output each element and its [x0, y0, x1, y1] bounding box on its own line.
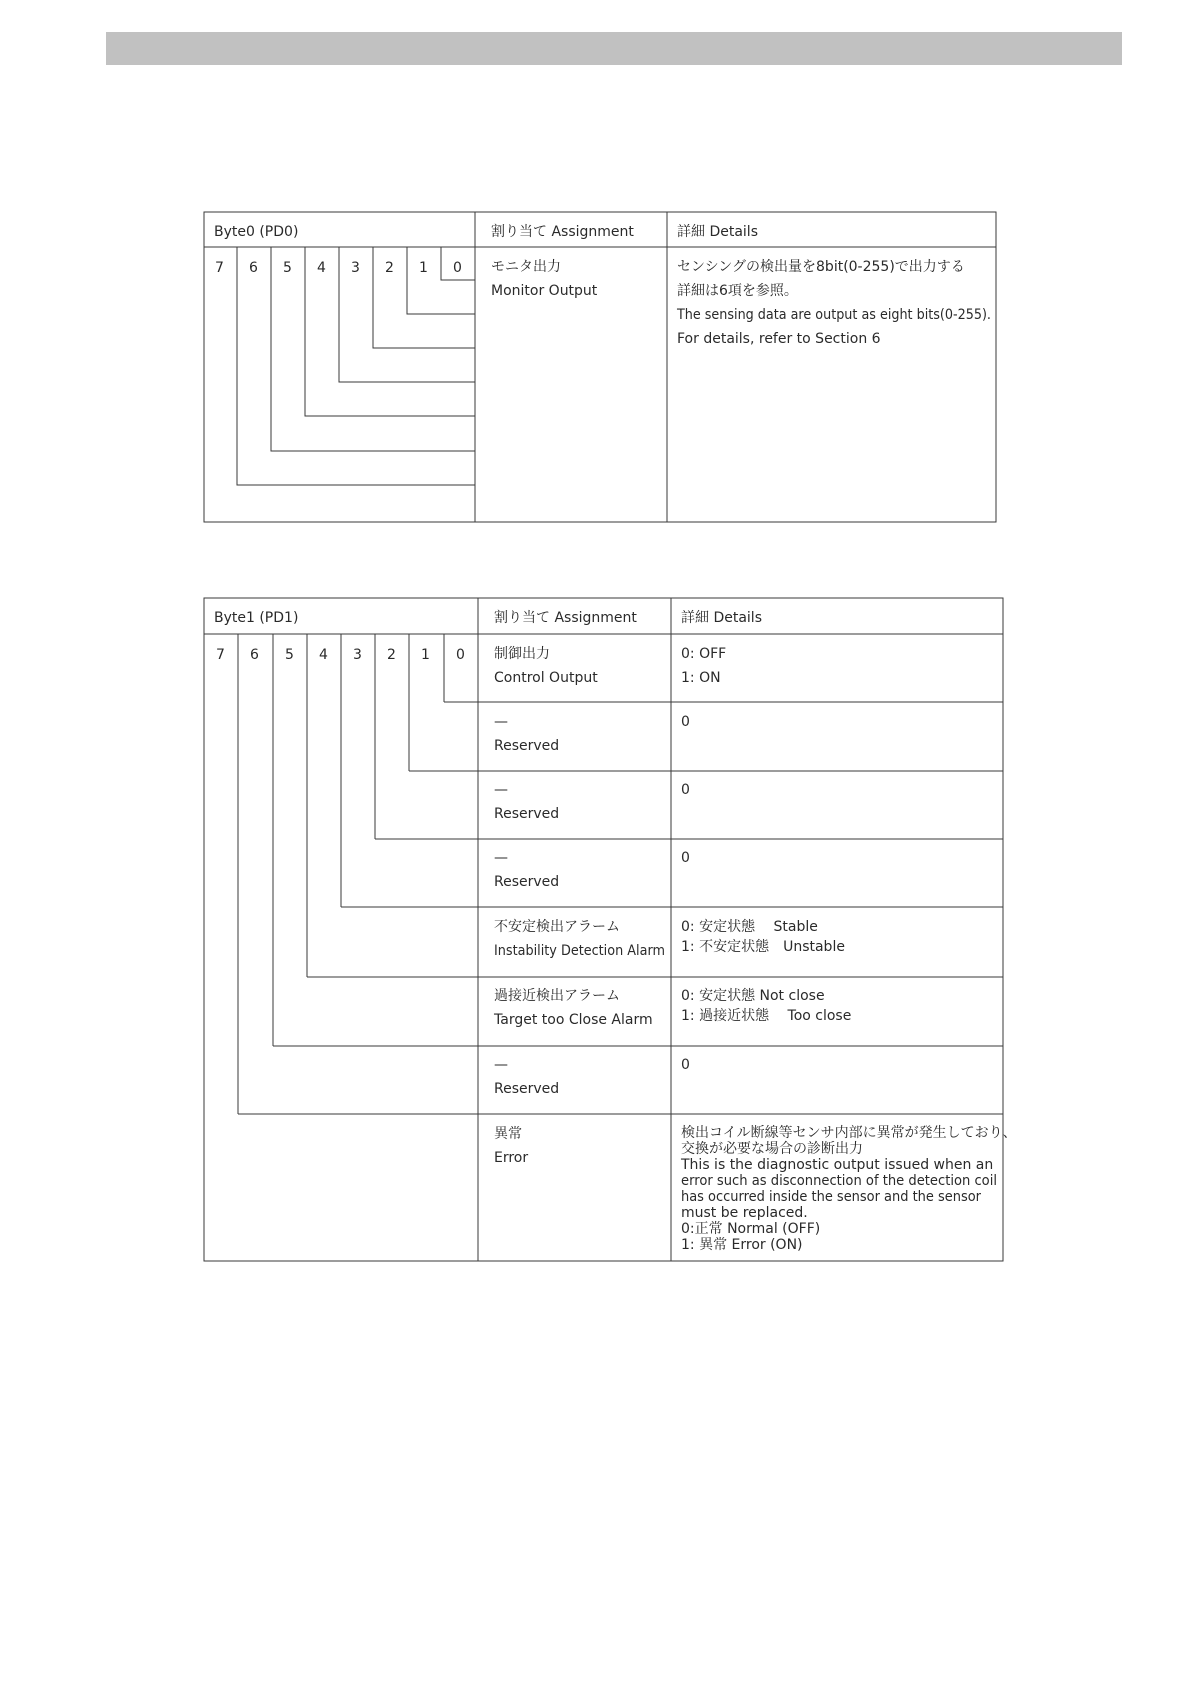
byte0-details-header: 詳細 Details — [677, 224, 758, 240]
byte0-bit-7: 7 — [215, 260, 224, 276]
byte1-label: Byte1 (PD1) — [214, 610, 299, 626]
row-bit4-details-1: 0: 安定状態 Stable — [681, 919, 818, 935]
byte0-details-line-2: 詳細は6項を参照。 — [677, 283, 798, 299]
byte0-assignment-jp: モニタ出力 — [491, 259, 561, 275]
byte1-bit-6: 6 — [250, 647, 259, 663]
row-bit3-assign-jp: — — [494, 850, 508, 866]
byte0-assignment-header: 割り当て Assignment — [491, 224, 634, 240]
byte0-label: Byte0 (PD0) — [214, 224, 299, 240]
byte1-bit-4: 4 — [319, 647, 328, 663]
row-bit7-details-4: error such as disconnection of the detection coil — [681, 1173, 997, 1189]
row-bit7-details-1: 検出コイル断線等センサ内部に異常が発生しており、 — [681, 1125, 1017, 1141]
row-bit5-details-1: 0: 安定状態 Not close — [681, 988, 825, 1004]
byte1-bit-7: 7 — [216, 647, 225, 663]
row-bit2-assign-jp: — — [494, 782, 508, 798]
byte0-bit-3: 3 — [351, 260, 360, 276]
row-bit1-assign-jp: — — [494, 714, 508, 730]
row-bit2-assign-en: Reserved — [494, 806, 560, 822]
row-bit2-details-1: 0 — [681, 782, 690, 798]
byte0-bit-6: 6 — [249, 260, 258, 276]
row-bit1-details-1: 0 — [681, 714, 690, 730]
byte0-details-line-1: センシングの検出量を8bit(0-255)で出力する — [677, 259, 965, 275]
row-bit6-assign-en: Reserved — [494, 1081, 560, 1097]
row-bit4-assign-en: Instability Detection Alarm — [494, 943, 665, 959]
row-bit3-assign-en: Reserved — [494, 874, 560, 890]
byte0-details-line-3: The sensing data are output as eight bits(0-255). — [676, 307, 991, 323]
row-bit5-details-2: 1: 過接近状態 Too close — [681, 1008, 852, 1024]
row-bit7-details-3: This is the diagnostic output issued when an — [681, 1157, 994, 1173]
row-bit0-details-1: 0: OFF — [681, 646, 727, 662]
byte0-bit-2: 2 — [385, 260, 394, 276]
row-bit4-details-2: 1: 不安定状態 Unstable — [681, 939, 845, 955]
byte1-bit-1: 1 — [421, 647, 430, 663]
byte1-bit-3: 3 — [353, 647, 362, 663]
row-bit7-assign-en: Error — [494, 1150, 529, 1166]
byte0-assignment-en: Monitor Output — [491, 283, 598, 299]
row-bit5-assign-en: Target too Close Alarm — [494, 1012, 653, 1028]
byte1-details-header: 詳細 Details — [681, 610, 762, 626]
byte0-bit-1: 1 — [419, 260, 428, 276]
row-bit3-details-1: 0 — [681, 850, 690, 866]
byte1-bit-0: 0 — [456, 647, 465, 663]
row-bit0-assign-jp: 制御出力 — [494, 646, 550, 662]
row-bit7-details-6: must be replaced. — [681, 1205, 808, 1221]
byte0-bit-4: 4 — [317, 260, 326, 276]
row-bit7-details-7: 0:正常 Normal (OFF) — [681, 1221, 821, 1237]
row-bit7-details-8: 1: 異常 Error (ON) — [681, 1237, 803, 1253]
byte0-bit-0: 0 — [453, 260, 462, 276]
row-bit0-details-2: 1: ON — [681, 670, 721, 686]
row-bit6-assign-jp: — — [494, 1057, 508, 1073]
row-bit1-assign-en: Reserved — [494, 738, 560, 754]
row-bit6-details-1: 0 — [681, 1057, 690, 1073]
byte0-details-line-4: For details, refer to Section 6 — [677, 331, 881, 347]
row-bit7-details-5: has occurred inside the sensor and the sensor — [681, 1189, 982, 1205]
byte1-bit-5: 5 — [285, 647, 294, 663]
row-bit0-assign-en: Control Output — [494, 670, 598, 686]
byte1-bit-2: 2 — [387, 647, 396, 663]
row-bit7-assign-jp: 異常 — [494, 1126, 522, 1142]
row-bit7-details-2: 交換が必要な場合の診断出力 — [681, 1141, 863, 1157]
row-bit5-assign-jp: 過接近検出アラーム — [494, 988, 620, 1004]
byte1-assignment-header: 割り当て Assignment — [494, 610, 637, 626]
row-bit4-assign-jp: 不安定検出アラーム — [494, 919, 620, 935]
byte0-bit-5: 5 — [283, 260, 292, 276]
